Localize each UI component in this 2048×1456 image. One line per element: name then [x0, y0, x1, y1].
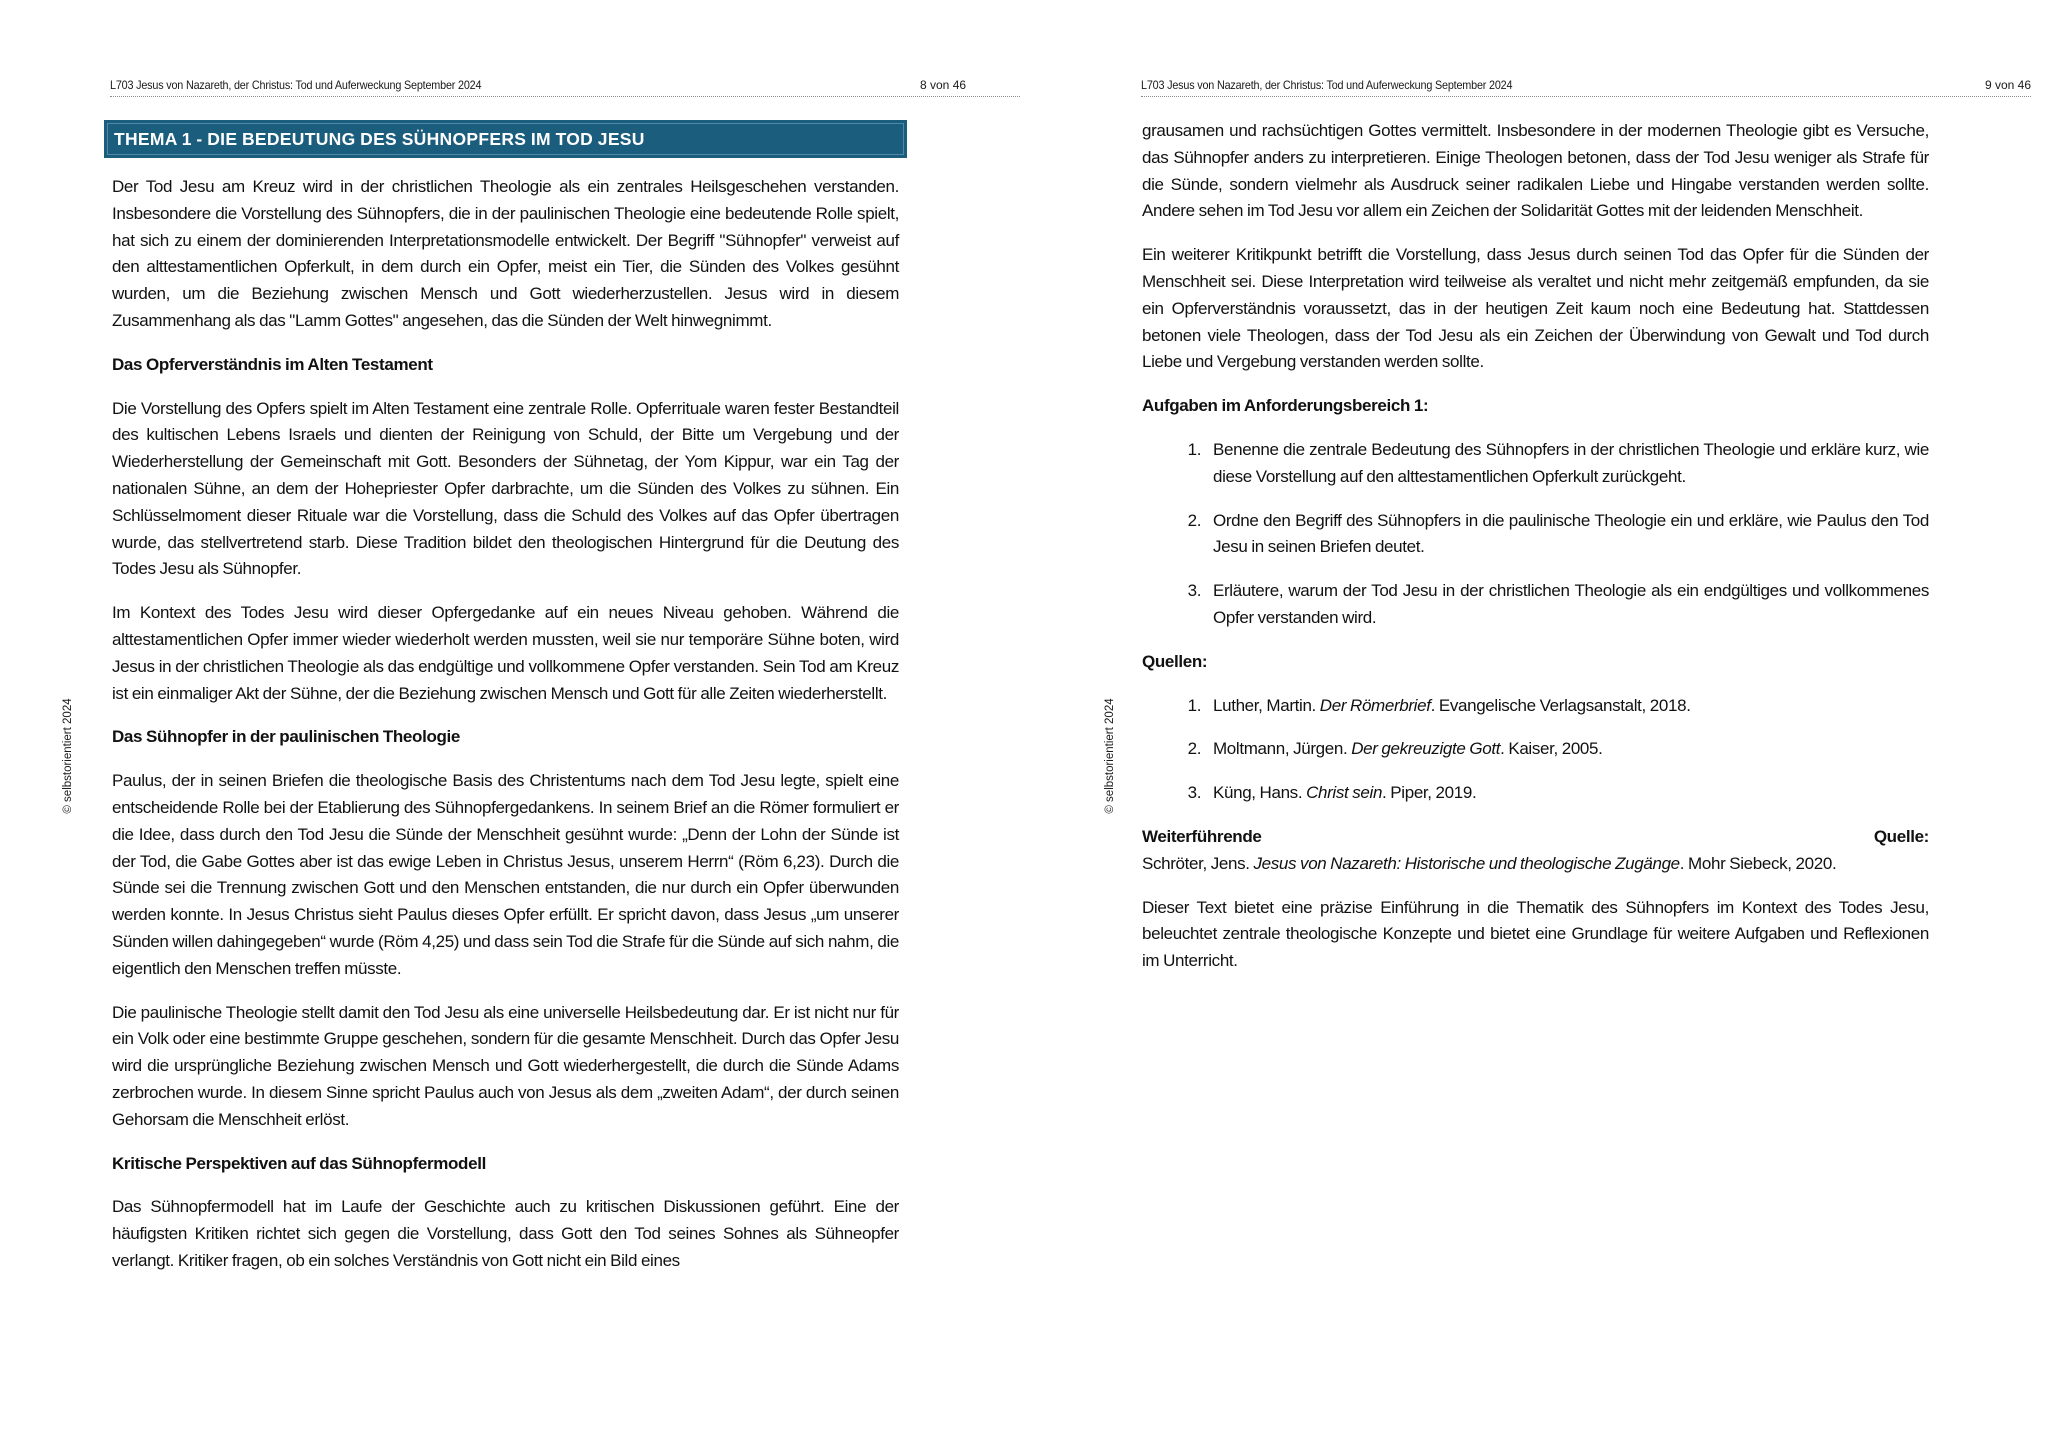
source-item: 2. Moltmann, Jürgen. Der gekreuzigte Gott. Kaiser, 2005.: [1205, 736, 1929, 763]
paragraph: Paulus, der in seinen Briefen die theologische Basis des Christentums nach dem Tod Jesu legte, spielt eine entscheidende Rolle bei der Etablierung des Sühnopfergedankens. In seinem Brief an die Römer formuliert er die Idee, dass durch den Tod Jesu die Sünde der Menschheit gesühnt wurde: „Denn der Lohn der Sünde ist der Tod, die Gabe Gottes aber ist das ewige Leben in Christus Jesus, unserem Herrn“ (Röm 6,23). Durch die Sünde sei die Trennung zwischen Gott und den Menschen entstanden, die nur durch ein Opfer überwunden werden konnte. In Jesus Christus sieht Paulus dieses Opfer erfüllt. Er spricht davon, dass Jesus „um unserer Sünden willen dahingegeben“ wurde (Röm 4,25) und dass sein Tod die Strafe für die Sünde auf sich nahm, die eigentlich den Menschen treffen müsste.: [112, 771, 899, 978]
further-reading-heading: Weiterführende Quelle:: [1142, 826, 1929, 846]
theme-heading: THEMA 1 - DIE BEDEUTUNG DES SÜHNOPFERS IM TOD JESU: [104, 120, 907, 158]
running-header: [110, 76, 1020, 97]
page-9: [1030, 0, 2048, 1456]
running-title: L703 Jesus von Nazareth, der Christus: Tod und Auferweckung September 2024: [1141, 78, 1513, 92]
source-title: Christ sein: [1306, 783, 1383, 803]
page-body: [112, 120, 899, 1292]
sources-heading: Quellen:: [1142, 651, 1208, 671]
source-title: Der gekreuzigte Gott: [1351, 739, 1501, 759]
section-heading-old-testament: Das Opferverständnis im Alten Testament: [112, 354, 433, 374]
paragraph: Ein weiterer Kritikpunkt betrifft die Vorstellung, dass Jesus durch seinen Tod das Opfer für die Sünden der Menschheit sei. Diese Interpretation wird teilweise als veraltet und nicht mehr zeitgemäß empfunden, da sie ein Opferverständnis voraussetzt, das in der heutigen Zeit kaum noch eine Bedeutung hat. Stattdessen betonen viele Theologen, dass der Tod Jesu als ein Zeichen der Überwindung von Gewalt und Tod durch Liebe und Vergebung verstanden werden sollte.: [1142, 245, 1929, 372]
further-reading-source: Schröter, Jens. Jesus von Nazareth: Historische und theologische Zugänge. Mohr Siebeck, 2020.: [1142, 853, 1837, 873]
task-item: 1. Benenne die zentrale Bedeutung des Sühnopfers in der christlichen Theologie und erkläre kurz, wie diese Vorstellung auf den alttestamentlichen Opferkult zurückgeht.: [1205, 437, 1929, 491]
closing-paragraph: Dieser Text bietet eine präzise Einführung in die Thematik des Sühnopfers im Kontext des Todes Jesu, beleuchtet zentrale theologische Konzepte und bietet eine Grundlage für weitere Aufgaben und Reflexionen im Unterricht.: [1142, 897, 1929, 971]
source-title: Der Römerbrief: [1319, 695, 1431, 715]
paragraph: Die paulinische Theologie stellt damit den Tod Jesu als eine universelle Heilsbedeutung dar. Er ist nicht nur für ein Volk oder eine bestimmte Gruppe geschehen, sondern für die gesamte Menschheit. Durch das Opfer Jesu wird die ursprüngliche Beziehung zwischen Mensch und Gott wiederhergestellt, die durch die Sünde Adams zerbrochen wurde. In diesem Sinne spricht Paulus auch von Jesus als dem „zweiten Adam“, der durch seinen Gehorsam die Menschheit erlöst.: [112, 1002, 899, 1129]
section-heading-pauline-theology: Das Sühnopfer in der paulinischen Theologie: [112, 727, 460, 747]
paragraph: grausamen und rachsüchtigen Gottes vermittelt. Insbesondere in der modernen Theologie gibt es Versuche, das Sühnopfer anders zu interpretieren. Einige Theologen betonen, dass der Tod Jesu weniger als Strafe für die Sünde, sondern vielmehr als Ausdruck seiner radikalen Liebe und Hingabe verstanden werden sollte. Andere sehen im Tod Jesu vor allem ein Zeichen der Solidarität Gottes mit der leidenden Menschheit.: [1142, 121, 1929, 221]
paragraph: Die Vorstellung des Opfers spielt im Alten Testament eine zentrale Rolle. Opferrituale waren fester Bestandteil des kultischen Lebens Israels und dienten der Reinigung von Schuld, der Bitte um Vergebung und der Wiederherstellung der Gemeinschaft mit Gott. Besonders der Sühnetag, der Yom Kippur, war ein Tag der nationalen Sühne, an dem der Hohepriester Opfer darbrachte, um die Sünden des Volkes zu sühnen. Ein Schlüsselmoment dieser Rituale war die Vorstellung, dass die Schuld des Volkes auf das Opfer übertragen wurde, das stellvertretend starb. Diese Tradition bildet den theologischen Hintergrund für die Deutung des Todes Jesu als Sühnopfer.: [112, 398, 899, 579]
paragraph: Das Sühnopfermodell hat im Laufe der Geschichte auch zu kritischen Diskussionen geführt. Eine der häufigsten Kritiken richtet sich gegen die Vorstellung, dass Gott den Tod seines Sohnes als Sühneopfer verlangt. Kritiker fragen, ob ein solches Verständnis von Gott nicht ein Bild eines: [112, 1197, 899, 1270]
copyright-note: © selbstorientiert 2024: [1104, 698, 1116, 814]
intro-paragraph: Der Tod Jesu am Kreuz wird in der christlichen Theologie als ein zentrales Heilsgeschehen verstanden. Insbesondere die Vorstellung des Sühnopfers, die in der paulinischen Theologie eine bedeutende Rolle spielt, hat sich zu einem der dominierenden Interpretationsmodelle entwickelt. Der Begriff "Sühnopfer" verweist auf den alttestamentlichen Opferkult, in dem durch ein Opfer, meist ein Tier, die Sünden des Volkes gesühnt wurden, um die Beziehung zwischen Mensch und Gott wiederherzustellen. Jesus wird in diesem Zusammenhang als das "Lamm Gottes" angesehen, das die Sünden der Welt hinwegnimmt.: [112, 177, 899, 330]
source-item: 3. Küng, Hans. Christ sein. Piper, 2019.: [1205, 780, 1929, 807]
running-header: [1141, 76, 2031, 97]
page-number: 9 von 46: [1984, 78, 2031, 92]
paragraph: Im Kontext des Todes Jesu wird dieser Opfergedanke auf ein neues Niveau gehoben. Während die alttestamentlichen Opfer immer wieder wiederholt werden mussten, weil sie nur temporäre Sühne boten, wird Jesus in der christlichen Theologie als das endgültige und vollkommene Opfer verstanden. Sein Tod am Kreuz ist ein einmaliger Akt der Sühne, der die Beziehung zwischen Mensch und Gott für alle Zeiten wiederherstellt.: [112, 603, 899, 703]
task-item: 2. Ordne den Begriff des Sühnopfers in die paulinische Theologie ein und erkläre, wie Paulus den Tod Jesu in seinen Briefen deutet.: [1205, 508, 1929, 562]
page-number: 8 von 46: [920, 78, 967, 92]
section-heading-critical-perspectives: Kritische Perspektiven auf das Sühnopfermodell: [112, 1153, 486, 1173]
source-item: 1. Luther, Martin. Der Römerbrief. Evangelische Verlagsanstalt, 2018.: [1205, 693, 1929, 720]
sources-list: [1142, 693, 1929, 807]
page-body: [1142, 118, 1929, 992]
running-title: L703 Jesus von Nazareth, der Christus: Tod und Auferweckung September 2024: [110, 78, 482, 92]
tasks-list: [1142, 437, 1929, 632]
copyright-note: © selbstorientiert 2024: [62, 698, 74, 814]
tasks-heading: Aufgaben im Anforderungsbereich 1:: [1142, 396, 1429, 416]
task-item: 3. Erläutere, warum der Tod Jesu in der christlichen Theologie als ein endgültiges und vollkommenes Opfer verstanden wird.: [1205, 578, 1929, 632]
